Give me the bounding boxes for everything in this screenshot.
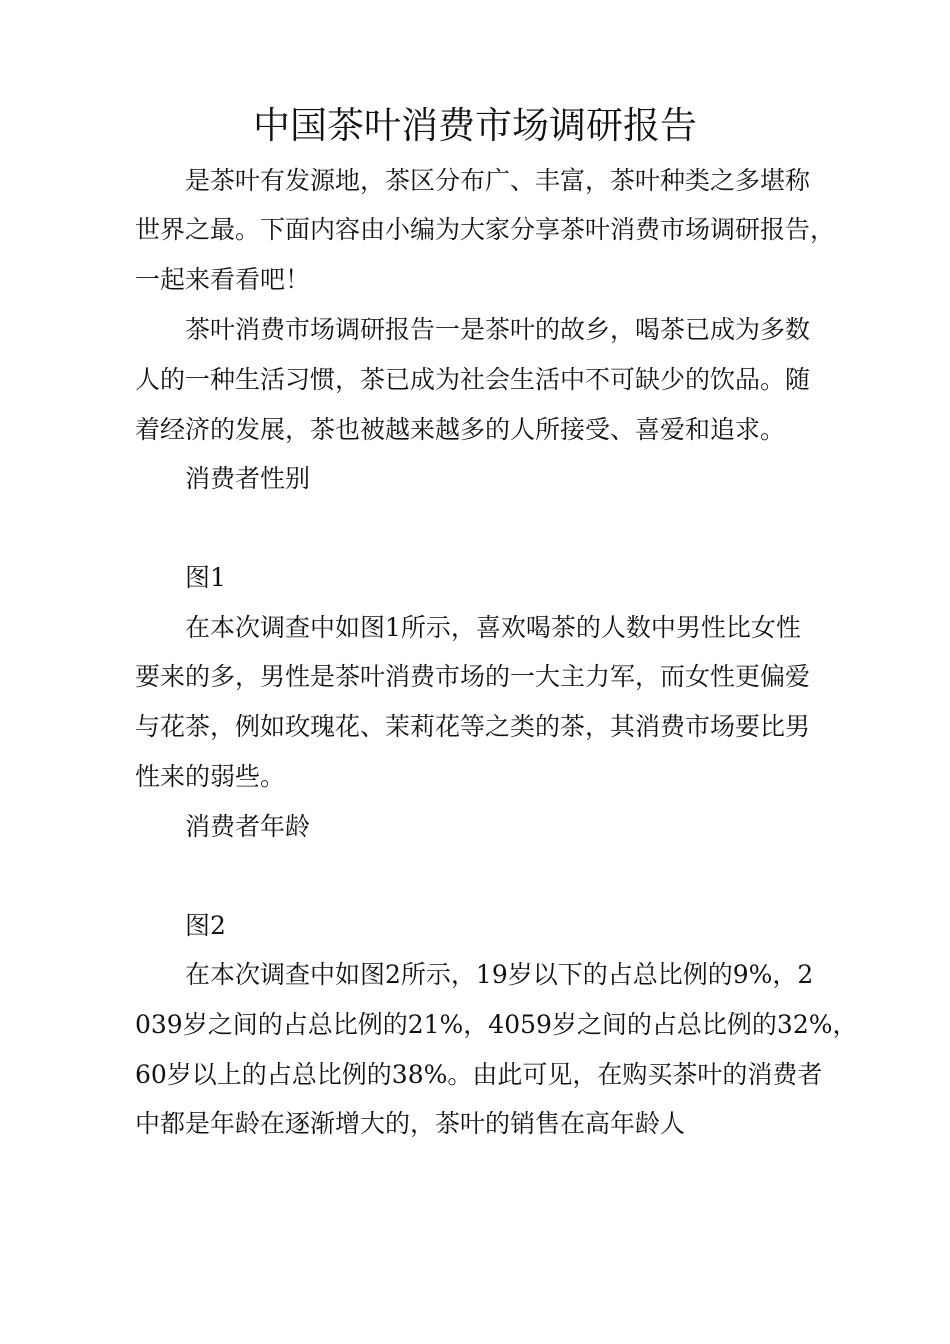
figure-label-2: 图2 — [185, 911, 226, 940]
paragraph-line: 60岁以上的占总比例的38%。由此可见，在购买茶叶的消费者 — [135, 1060, 823, 1089]
paragraph-line: 在本次调查中如图1所示，喜欢喝茶的人数中男性比女性 — [185, 613, 801, 642]
paragraph-line: 与花茶，例如玫瑰花、茉莉花等之类的茶，其消费市场要比男 — [135, 712, 811, 741]
paragraph-line: 是茶叶有发源地，茶区分布广、丰富，茶叶种类之多堪称 — [185, 166, 811, 195]
paragraph-line: 在本次调查中如图2所示，19岁以下的占总比例的9%，2 — [185, 960, 814, 989]
paragraph-line: 着经济的发展，茶也被越来越多的人所接受、喜爱和追求。 — [135, 415, 786, 444]
figure-label-1: 图1 — [185, 563, 226, 592]
paragraph-line: 性来的弱些。 — [135, 762, 286, 791]
document-title: 中国茶叶消费市场调研报告 — [253, 104, 697, 147]
paragraph-line: 人的一种生活习惯，茶已成为社会生活中不可缺少的饮品。随 — [135, 365, 811, 394]
paragraph-line: 中都是年龄在逐渐增大的，茶叶的销售在高年龄人 — [135, 1109, 686, 1138]
paragraph-line: 一起来看看吧！ — [135, 265, 311, 294]
paragraph-line: 茶叶消费市场调研报告一是茶叶的故乡，喝茶已成为多数 — [185, 315, 811, 344]
paragraph-line: 039岁之间的占总比例的21%，4059岁之间的占总比例的32%， — [135, 1010, 858, 1039]
section-heading-age: 消费者年龄 — [185, 812, 311, 841]
section-heading-gender: 消费者性别 — [185, 464, 311, 493]
paragraph-line: 世界之最。下面内容由小编为大家分享茶叶消费市场调研报告， — [135, 215, 836, 244]
paragraph-line: 要来的多，男性是茶叶消费市场的一大主力军，而女性更偏爱 — [135, 662, 811, 691]
